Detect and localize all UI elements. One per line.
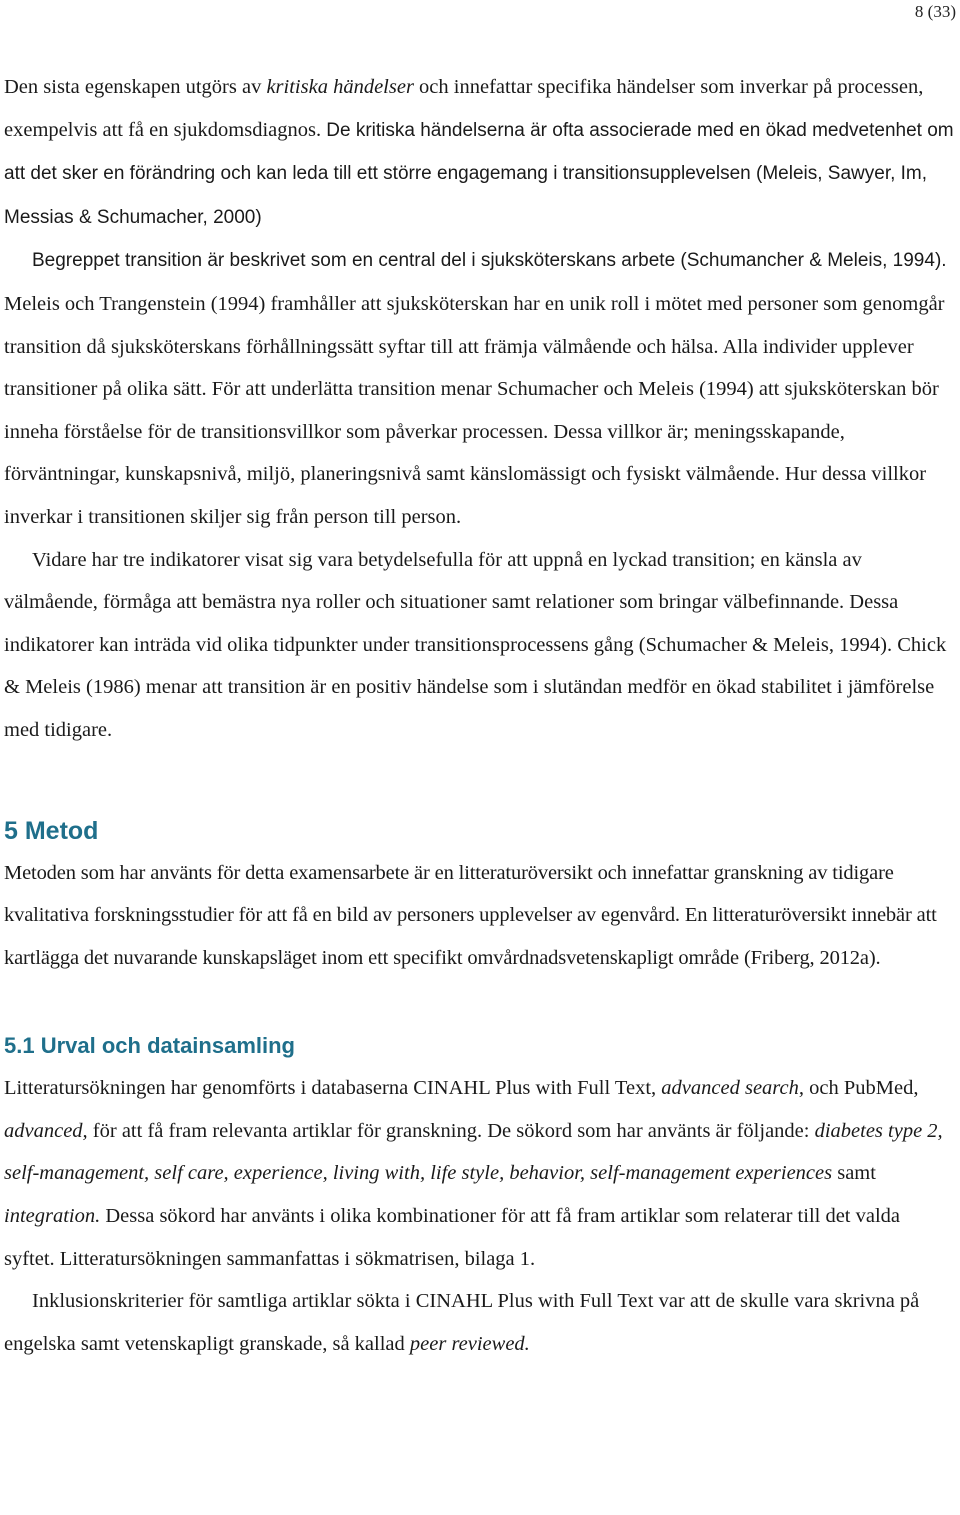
paragraph-inclusion <box>4 1280 954 1365</box>
italic-term: kritiska händelser <box>266 76 414 98</box>
text-run: Meleis och Trangenstein (1994) framhåller att sjuksköterskan har en unik roll i mötet med personer som genomgår transition då sjuksköterskans förhållningssätt syftar till att främja välmående och hälsa. Alla individer upplever transitioner på olika sätt. För att underlätta transition menar Schumacher och Meleis (1994) att sjuksköterskan bör inneha förståelse för de transitionsvillkor som påverkar processen. Dessa villkor är; meningsskapande, förväntningar, kunskapsnivå, miljö, planeringsnivå samt känslomässigt och fysiskt välmående. Hur dessa villkor inverkar i transitionen skiljer sig från person till person. <box>4 292 945 528</box>
text-run: Litteratursökningen har genomförts i databaserna CINAHL Plus with Full Text, <box>4 1077 662 1100</box>
italic-term: peer reviewed. <box>409 1332 530 1355</box>
paragraph-transition <box>4 239 954 538</box>
text-run: Dessa sökord har använts i olika kombinationer för att få fram artiklar som relaterar till det valda syftet. Litteratursökningen sammanfattas i sökmatrisen, bilaga 1. <box>4 1205 901 1270</box>
paragraph-search <box>4 1067 954 1280</box>
text-run-sans: Begreppet transition är beskrivet som en central del i sjuksköterskans arbete (Schumancher & Meleis, 1994). <box>32 250 947 272</box>
text-run: och PubMed, <box>804 1077 919 1100</box>
italic-term: advanced, <box>4 1119 88 1142</box>
paragraph-metod: Metoden som har använts för detta examensarbete är en litteraturöversikt och innefattar granskning av tidigare kvalitativa forskningsstudier för att få en bild av personers upplevelser av egenvård. En litteraturöversikt innebär att kartlägga det nuvarande kunskapsläget inom ett specifikt omvårdnadsvetenskapligt område (Friberg, 2012a). <box>4 861 937 969</box>
italic-term: advanced search, <box>661 1077 804 1100</box>
page-number: 8 (33) <box>914 2 956 21</box>
text-run: för att få fram relevanta artiklar för granskning. De sökord som har använts är följande: <box>87 1119 815 1142</box>
italic-term: integration. <box>4 1205 101 1228</box>
subsection-heading-urval: 5.1 Urval och datainsamling <box>4 1033 295 1059</box>
text-run: och innefattar specifika händelser som inverkar på processen, exempelvis att få en sjukdomsdiagnos. <box>4 76 924 141</box>
text-run-sans: De kritiska händelserna är ofta associerade med en ökad medvetenhet om att det sker en förändring och kan leda till ett större engagemang i transitionsupplevelsen (Meleis, Sawyer, Im, Messias & Schumacher, 2000) <box>4 119 954 228</box>
paragraph-critical-events <box>4 66 954 239</box>
text-run: Den sista egenskapen utgörs av <box>4 76 267 98</box>
document-body <box>4 66 954 1365</box>
italic-keywords: diabetes type 2, self-management, self care, experience, living with, life style, behavior, self-management experiences <box>4 1119 943 1185</box>
text-run: Inklusionskriterier för samtliga artiklar sökta i CINAHL Plus with Full Text var att de skulle vara skrivna på engelska samt vetenskapligt granskade, så kallad <box>4 1290 920 1355</box>
section-heading-metod: 5 Metod <box>4 816 99 845</box>
text-run: samt <box>832 1162 876 1185</box>
paragraph-indicators: Vidare har tre indikatorer visat sig vara betydelsefulla för att uppnå en lyckad transition; en känsla av välmående, förmåga att bemästra nya roller och situationer samt relationer som bringar välbefinnande. Dessa indikatorer kan inträda vid olika tidpunkter under transitionsprocessens gång (Schumacher & Meleis, 1994). Chick & Meleis (1986) menar att transition är en positiv händelse som i slutändan medför en ökad stabilitet i jämförelse med tidigare. <box>4 548 947 741</box>
